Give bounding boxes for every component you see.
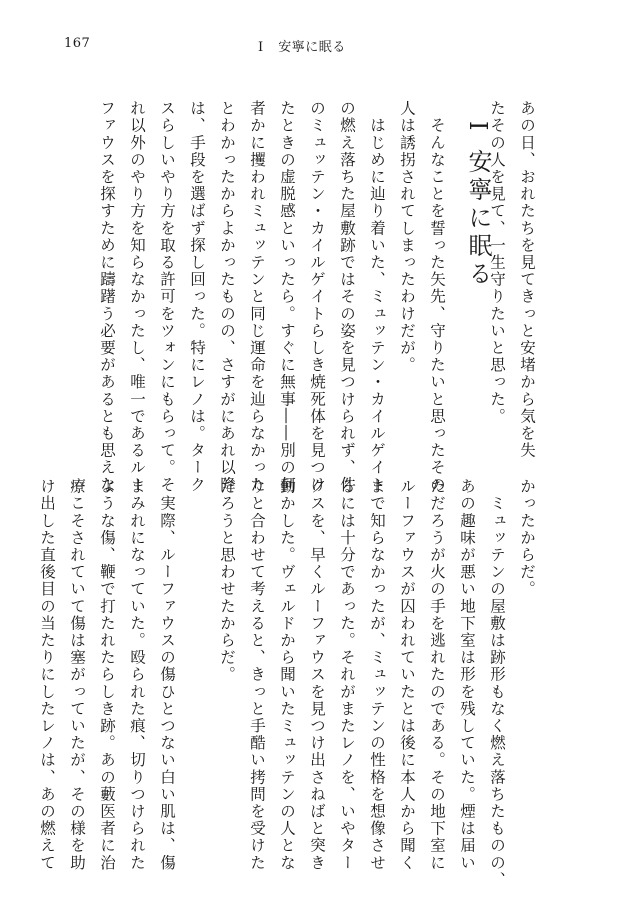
page-number: 167 bbox=[64, 36, 91, 51]
running-head-chapter-number: I bbox=[258, 40, 264, 55]
chapter-heading-title: 安寧に眠る bbox=[464, 148, 492, 289]
body-text-upper: あの日、おれたちを見てきっと安堵から気を失 たその人を見て、一生守りたいと思った。 そんなことを誓った矢先、守りたいと思ったその 人は誘拐されてしまったわけだが。 はじめに辿り着いた、ミュッテン・カイルゲイト の燃え落ちた屋敷跡ではその姿を見つけられず、件 のミュッテン・カイルゲイトらしき焼死体を見つけ たときの虚脱感といったら。すぐに無事――別の何 者かに攫われミュッテンと同じ運命を辿らなかった とわかったからよかったものの、さすがにあれ以降 は、手段を選ばず探し回った。特にレノは。ターク スらしいやり方を取る許可をツォンにもらって。そ れ以外のやり方を知らなかったし、唯一であるルー ファウスを探すために躊躇う必要があるとも思えな bbox=[98, 100, 536, 494]
body-text-lower: かったからだ。 ミュッテンの屋敷は跡形もなく燃え落ちたものの、 あの趣味が悪い地下室は形を残していた。煙は届い ただろうが火の手を逃れたのである。その地下室に ルーファウスが囚われていたとは後に本人から聞く まで知らなかったが、ミュッテンの性格を想像させ るには十分であった。それがまたレノを、いやター クスを、早くルーファウスを見つけ出さねばと突き 動かした。ヴェルドから聞いたミュッテンの人とな りと合わせて考えると、きっと手酷い拷問を受けた だろうと思わせたからだ。 実際、ルーファウスの傷ひとつない白い肌は、傷 まみれになっていた。殴られた痕、切りつけられた ような傷、鞭で打たれたらしき跡。あの藪医者に治 療こそされていて傷は塞がっていたが、その様を助 け出した直後目の当たりにしたレノは、あの燃えて bbox=[38, 478, 536, 889]
running-head-chapter-title: 安寧に眠る bbox=[278, 40, 346, 55]
running-head bbox=[258, 36, 346, 55]
page-header bbox=[0, 36, 642, 56]
chapter-heading-number: I bbox=[464, 121, 492, 135]
